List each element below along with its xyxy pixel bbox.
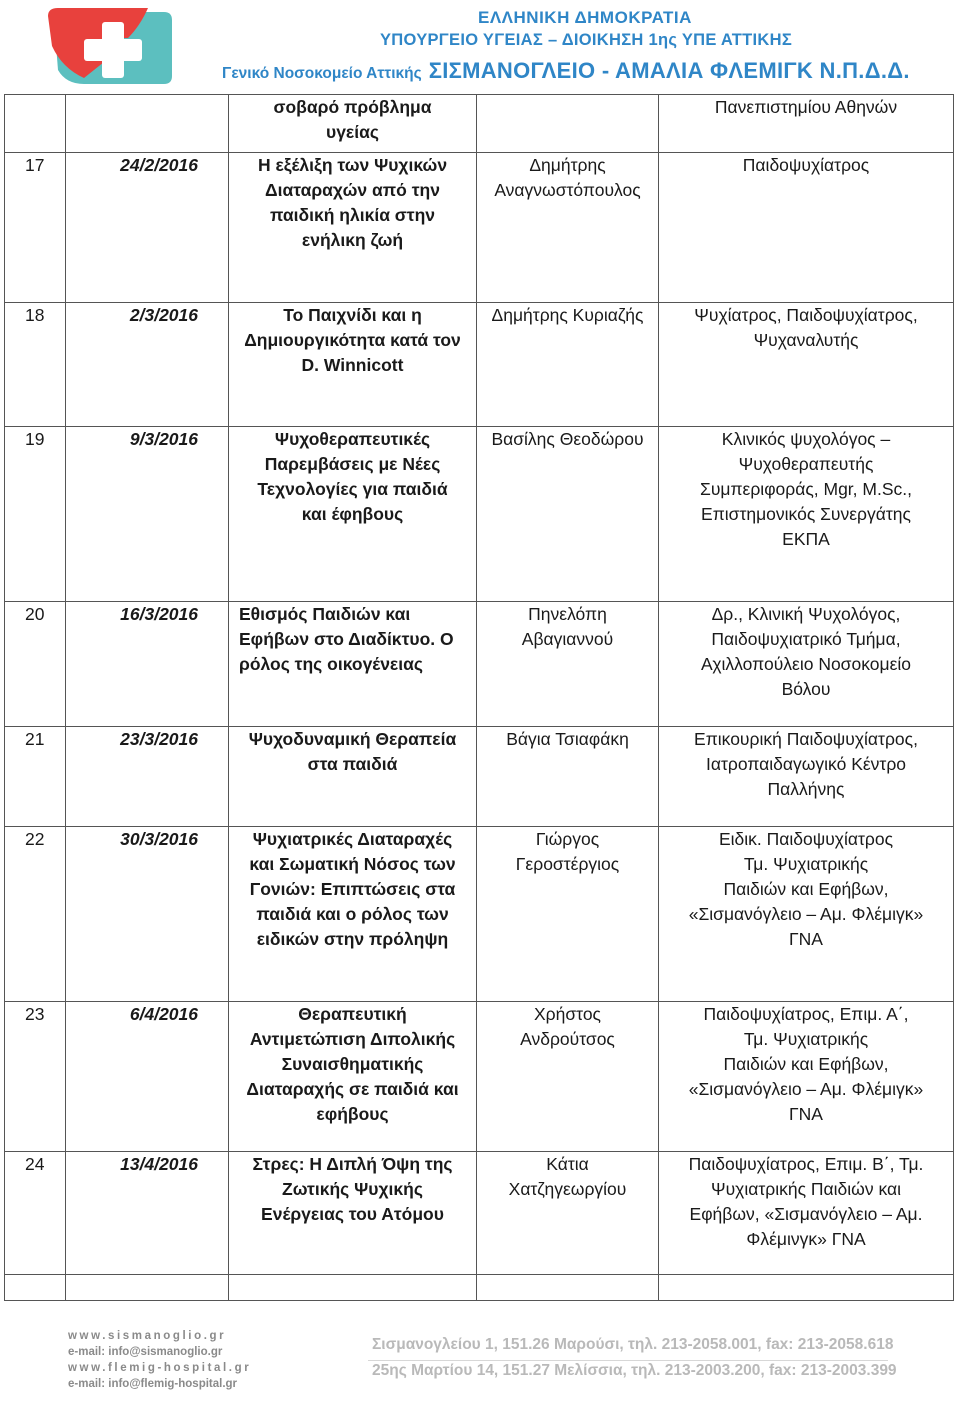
cell-speaker	[477, 153, 659, 303]
cell-role	[659, 153, 954, 303]
cell-role-line: Ψυχαναλυτής	[753, 330, 859, 350]
cell-speaker-line: Δημήτρης	[529, 155, 606, 175]
cell-date-text: 6/4/2016	[129, 1004, 198, 1024]
cell-number	[5, 1152, 66, 1275]
cell-role	[659, 602, 954, 727]
table-row	[5, 153, 954, 303]
cell-number	[5, 827, 66, 1002]
cell-speaker-line: Αβαγιαννού	[521, 629, 614, 649]
cell-title	[229, 95, 477, 153]
cell-role-line: Ιατροπαιδαγωγικό Κέντρο	[705, 754, 907, 774]
cell-number-text: 17	[25, 155, 45, 175]
cell-date-text: 9/3/2016	[129, 429, 198, 449]
cell-title-line: Αντιμετώπιση Διπολικής	[249, 1029, 456, 1049]
cell-date	[66, 427, 229, 602]
cell-speaker-line: Κάτια	[546, 1154, 589, 1174]
table-row	[5, 427, 954, 602]
cell-role-line: ΕΚΠΑ	[782, 529, 830, 549]
cell-role	[659, 303, 954, 427]
cell-title-line: Εφήβων στο Διαδίκτυο. Ο	[239, 629, 454, 649]
footer-email-2[interactable]: e-mail: info@flemig-hospital.gr	[68, 1378, 238, 1390]
cell-title-line: σοβαρό πρόβλημα	[273, 97, 432, 117]
cell-role	[659, 1002, 954, 1152]
cell-speaker	[477, 1002, 659, 1152]
cell-role-line: Ειδικ. Παιδοψυχίατρος	[718, 829, 894, 849]
header-ministry: ΥΠΟΥΡΓΕΙΟ ΥΓΕΙΑΣ – ΔΙΟΙΚΗΣΗ 1ης ΥΠΕ ΑΤΤΙΚΗΣ	[380, 31, 793, 49]
cell-title	[229, 1152, 477, 1275]
table-row	[5, 602, 954, 727]
cell-role	[659, 95, 954, 153]
cell-title	[229, 727, 477, 827]
cell-role-line: Επικουρική Παιδοψυχίατρος,	[694, 729, 918, 749]
cell-title-line: Ψυχοδυναμική Θεραπεία	[248, 729, 457, 749]
cell-role-line: Παιδοψυχίατρος	[742, 155, 870, 175]
table-row	[5, 1152, 954, 1275]
cell-date-text: 13/4/2016	[120, 1154, 198, 1174]
cell-title-line: ρόλος της οικογένειας	[239, 654, 423, 674]
cell-speaker-line: Βασίλης Θεοδώρου	[491, 429, 644, 449]
cell-date	[66, 153, 229, 303]
cell-number-text: 19	[25, 429, 45, 449]
cell-number	[5, 1275, 66, 1301]
cell-role	[659, 427, 954, 602]
cell-role-line: Δρ., Κλινική Ψυχολόγος,	[711, 604, 901, 624]
cell-date	[66, 827, 229, 1002]
cell-role-line: ΓΝΑ	[789, 929, 823, 949]
cell-title-line: Ψυχιατρικές Διαταραχές	[252, 829, 453, 849]
footer-web-contacts	[68, 1328, 268, 1392]
cell-number	[5, 427, 66, 602]
cell-title-line: ειδικών στην πρόληψη	[256, 929, 449, 949]
table-row	[5, 95, 954, 153]
footer-email-1[interactable]: e-mail: info@sismanoglio.gr	[68, 1346, 223, 1358]
cell-number-text: 18	[25, 305, 45, 325]
cell-number-text: 24	[25, 1154, 45, 1174]
cell-role-line: Ψυχοθεραπευτής	[738, 454, 874, 474]
cell-title	[229, 602, 477, 727]
cell-title	[229, 827, 477, 1002]
cell-title-line: D. Winnicott	[301, 355, 404, 375]
cell-speaker	[477, 827, 659, 1002]
cell-number	[5, 153, 66, 303]
lecture-schedule-table	[4, 94, 954, 1301]
cell-speaker-line: Γεροστέργιος	[515, 854, 620, 874]
cell-date	[66, 1002, 229, 1152]
cell-role-line: Εφήβων, «Σισμανόγλειο – Αμ.	[689, 1204, 923, 1224]
cell-speaker-line: Γιώργος	[535, 829, 600, 849]
cell-speaker	[477, 727, 659, 827]
cell-title-line: Στρες: Η Διπλή Όψη της	[252, 1154, 453, 1174]
header-hospital-prefix: Γενικό Νοσοκομείο Αττικής	[222, 65, 422, 82]
cell-date	[66, 1275, 229, 1301]
cell-speaker-line: Ανδρούτσος	[520, 1029, 615, 1049]
cell-speaker-line: Βάγια Τσιαφάκη	[506, 729, 629, 749]
header-hospital	[222, 58, 910, 84]
cell-title-line: Διαταραχής σε παιδιά και	[246, 1079, 459, 1099]
cell-role	[659, 1275, 954, 1301]
cell-role-line: Κλινικός ψυχολόγος –	[721, 429, 891, 449]
cell-role-line: Παιδοψυχίατρος, Επιμ. Β΄, Τμ.	[688, 1154, 924, 1174]
footer-website-1[interactable]: www.sismanoglio.gr	[68, 1330, 227, 1342]
cell-number	[5, 1002, 66, 1152]
cell-role-line: Παιδιών και Εφήβων,	[723, 879, 889, 899]
cell-role-line: Βόλου	[781, 679, 831, 699]
header-hospital-name: ΣΙΣΜΑΝΟΓΛΕΙΟ - ΑΜΑΛΙΑ ΦΛΕΜΙΓΚ Ν.Π.Δ.Δ.	[428, 58, 910, 83]
cell-date-text: 16/3/2016	[120, 604, 198, 624]
footer-address-1: Σισμανογλείου 1, 151.26 Μαρούσι, τηλ. 213-2058.001, fax: 213-2058.618	[372, 1336, 894, 1353]
cell-title-line: Η εξέλιξη των Ψυχικών	[257, 155, 448, 175]
letterhead-footer	[0, 1322, 960, 1418]
header-country: ΕΛΛΗΝΙΚΗ ΔΗΜΟΚΡΑΤΙΑ	[478, 8, 692, 27]
cell-role	[659, 727, 954, 827]
cell-title	[229, 303, 477, 427]
cell-role-line: Παλλήνης	[767, 779, 845, 799]
cell-speaker-line: Χατζηγεωργίου	[508, 1179, 627, 1199]
table-row	[5, 1275, 954, 1301]
cell-title-line: Γονιών: Επιπτώσεις στα	[249, 879, 456, 899]
cell-speaker-line: Χρήστος	[534, 1004, 601, 1024]
cell-title-line: Ενέργειας του Ατόμου	[261, 1204, 444, 1224]
cell-title-line: ενήλικη ζωή	[301, 230, 404, 250]
cell-date-text: 2/3/2016	[129, 305, 198, 325]
cell-speaker	[477, 1275, 659, 1301]
cell-number-text: 20	[25, 604, 45, 624]
cell-title-line: Δημιουργικότητα κατά τον	[244, 330, 461, 350]
cell-title	[229, 1275, 477, 1301]
cell-title-line: στα παιδιά	[307, 754, 398, 774]
cell-number	[5, 602, 66, 727]
cell-role-line: Συμπεριφοράς, Mgr, M.Sc.,	[700, 479, 912, 499]
cell-speaker-line: Αναγνωστόπουλος	[494, 180, 641, 200]
cell-date	[66, 1152, 229, 1275]
cell-date-text: 30/3/2016	[120, 829, 198, 849]
cell-title-line: εφήβους	[316, 1104, 389, 1124]
cell-title-line: Συναισθηματικής	[281, 1054, 424, 1074]
cell-date	[66, 727, 229, 827]
cell-title-line: Εθισμός Παιδιών και	[239, 604, 411, 624]
cell-role	[659, 827, 954, 1002]
cell-number-text: 21	[25, 729, 45, 749]
cell-speaker-line: Δημήτρης Κυριαζής	[491, 305, 644, 325]
cell-role-line: Πανεπιστημίου Αθηνών	[714, 97, 898, 117]
cell-speaker-line: Πηνελόπη	[528, 604, 607, 624]
table-row	[5, 1002, 954, 1152]
table-row	[5, 303, 954, 427]
cell-role-line: «Σισμανόγλειο – Αμ. Φλέμιγκ»	[688, 904, 924, 924]
cell-title-line: Διαταραχών από την	[265, 180, 440, 200]
table-row	[5, 827, 954, 1002]
cell-date	[66, 95, 229, 153]
cell-number	[5, 303, 66, 427]
cell-title	[229, 427, 477, 602]
cell-date	[66, 303, 229, 427]
cell-number	[5, 727, 66, 827]
cell-role-line: Φλέμινγκ» ΓΝΑ	[746, 1229, 866, 1249]
cell-title	[229, 1002, 477, 1152]
cell-role-line: Ψυχίατρος, Παιδοψυχίατρος,	[694, 305, 918, 325]
footer-addresses	[372, 1332, 897, 1384]
cell-title	[229, 153, 477, 303]
cell-title-line: Ψυχοθεραπευτικές	[274, 429, 431, 449]
cell-speaker	[477, 95, 659, 153]
cell-speaker	[477, 427, 659, 602]
letterhead	[0, 0, 960, 94]
cell-role-line: Αχιλλοπούλειο Νοσοκομείο	[701, 654, 911, 674]
cell-role	[659, 1152, 954, 1275]
cell-title-line: παιδιά και ο ρόλος των	[256, 904, 449, 924]
footer-website-2[interactable]: www.flemig-hospital.gr	[68, 1362, 252, 1374]
cell-role-line: Παιδοψυχιατρικό Τμήμα,	[711, 629, 901, 649]
cell-title-line: Τεχνολογίες για παιδιά	[257, 479, 448, 499]
cell-speaker	[477, 602, 659, 727]
cell-date-text: 24/2/2016	[120, 155, 198, 175]
cell-title-line: Το Παιχνίδι και η	[283, 305, 422, 325]
cell-title-line: Παρεμβάσεις με Νέες	[264, 454, 441, 474]
cell-date-text: 23/3/2016	[120, 729, 198, 749]
cell-title-line: υγείας	[326, 122, 379, 142]
cell-number-text: 22	[25, 829, 45, 849]
cell-role-line: Ψυχιατρικής Παιδιών και	[710, 1179, 901, 1199]
cell-speaker	[477, 303, 659, 427]
cell-date	[66, 602, 229, 727]
footer-address-2: 25ης Μαρτίου 14, 151.27 Μελίσσια, τηλ. 213-2003.200, fax: 213-2003.399	[372, 1362, 897, 1379]
cell-title-line: και Σωματική Νόσος των	[249, 854, 456, 874]
cell-number	[5, 95, 66, 153]
cell-role-line: Παιδιών και Εφήβων,	[723, 1054, 889, 1074]
cell-title-line: και έφηβους	[301, 504, 404, 524]
cell-role-line: ΓΝΑ	[789, 1104, 823, 1124]
cell-title-line: Θεραπευτική	[298, 1004, 407, 1024]
cell-role-line: Παιδοψυχίατρος, Επιμ. Α΄,	[703, 1004, 909, 1024]
cell-speaker	[477, 1152, 659, 1275]
cell-title-line: παιδική ηλικία στην	[269, 205, 436, 225]
table-row	[5, 727, 954, 827]
cell-number-text: 23	[25, 1004, 45, 1024]
cell-role-line: Επιστημονικός Συνεργάτης	[701, 504, 911, 524]
cell-role-line: Τμ. Ψυχιατρικής	[743, 1029, 869, 1049]
cell-title-line: Ζωτικής Ψυχικής	[282, 1179, 423, 1199]
cell-role-line: Τμ. Ψυχιατρικής	[743, 854, 869, 874]
cell-role-line: «Σισμανόγλειο – Αμ. Φλέμιγκ»	[688, 1079, 924, 1099]
medical-cross-logo-icon	[44, 6, 184, 90]
